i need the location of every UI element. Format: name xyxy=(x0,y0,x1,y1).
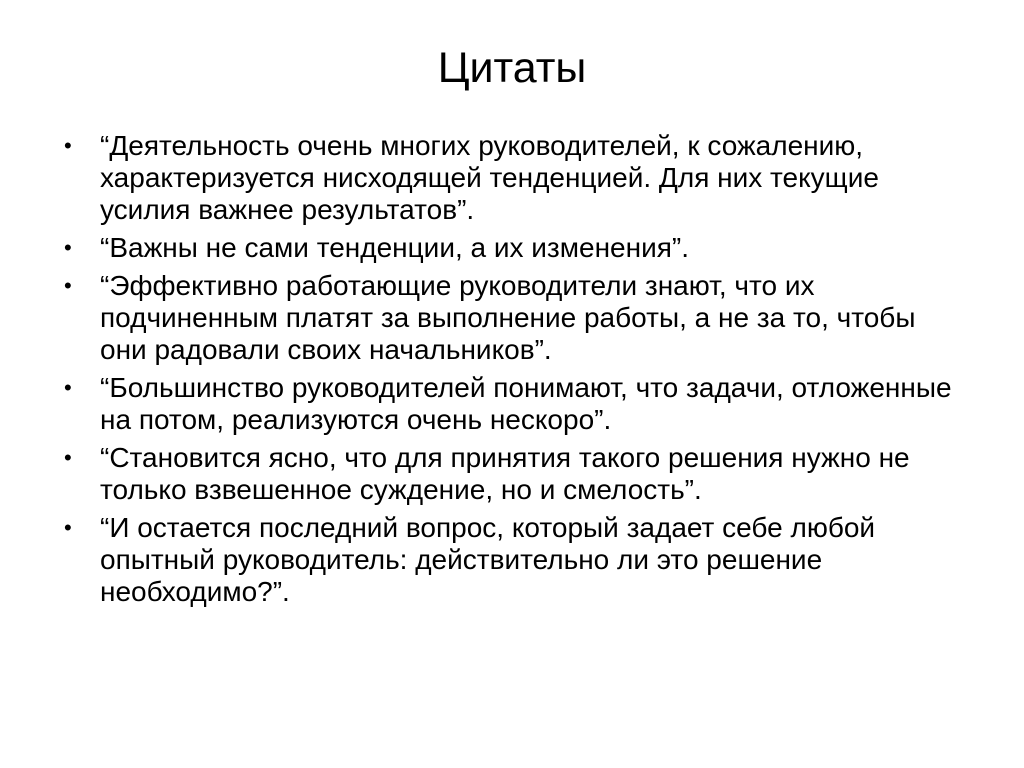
quote-text: “Эффективно работающие руководители знают, что их подчиненным платят за выполнение работы, а не за то, чтобы они радовали своих начальников”. xyxy=(100,270,916,365)
quote-text: “Большинство руководителей понимают, что задачи, отложенные на потом, реализуются очень нескоро”. xyxy=(100,372,952,435)
quote-text: “И остается последний вопрос, который задает себе любой опытный руководитель: действительно ли это решение необходимо?”. xyxy=(100,512,876,607)
quote-item xyxy=(64,372,964,436)
quote-item xyxy=(64,442,964,506)
bullet-icon: • xyxy=(64,133,72,158)
quote-item xyxy=(64,232,964,264)
quote-text: “Важны не сами тенденции, а их изменения”. xyxy=(100,232,689,263)
quote-item xyxy=(64,270,964,366)
slide-title: Цитаты xyxy=(437,44,587,92)
quote-item xyxy=(64,130,964,226)
bullet-icon: • xyxy=(64,375,72,400)
bullet-icon: • xyxy=(64,235,72,260)
bullet-icon: • xyxy=(64,515,72,540)
quote-item xyxy=(64,512,964,608)
quote-list xyxy=(64,130,964,614)
quote-text: “Деятельность очень многих руководителей, к сожалению, характеризуется нисходящей тенденцией. Для них текущие усилия важнее результатов”. xyxy=(100,130,879,225)
bullet-icon: • xyxy=(64,273,72,298)
quote-text: “Становится ясно, что для принятия такого решения нужно не только взвешенное суждение, но и смелость”. xyxy=(100,442,910,505)
bullet-icon: • xyxy=(64,445,72,470)
